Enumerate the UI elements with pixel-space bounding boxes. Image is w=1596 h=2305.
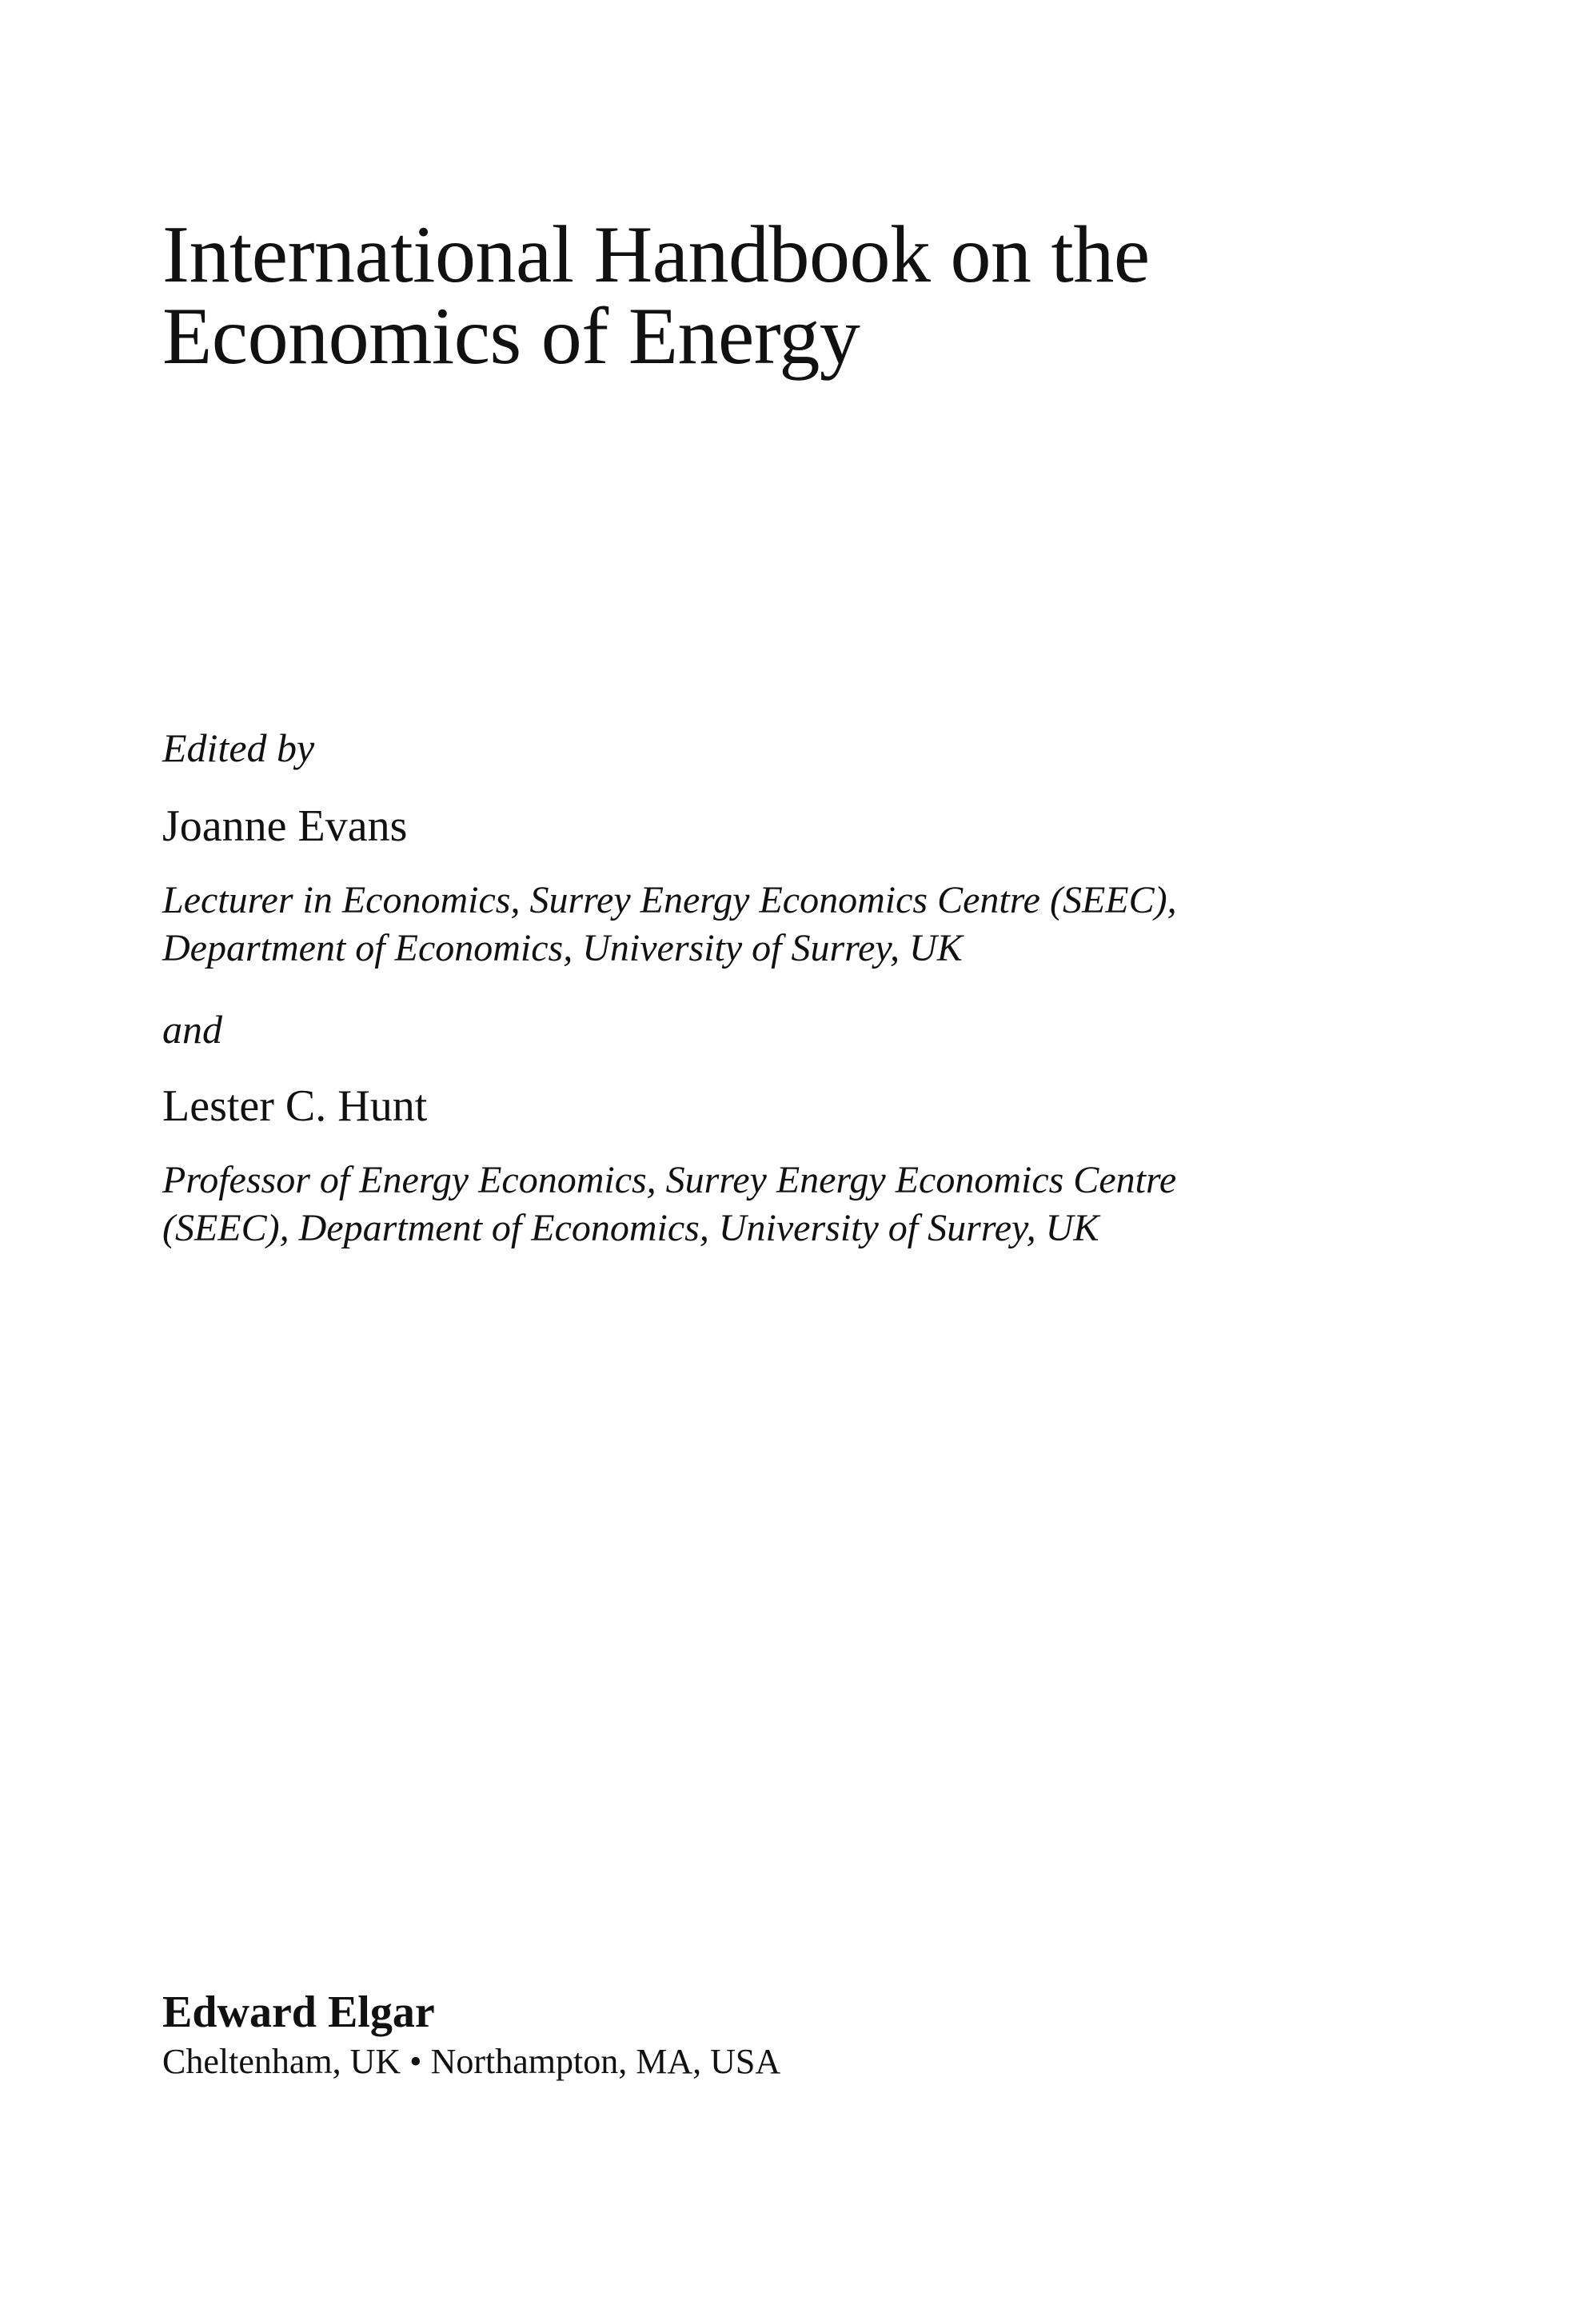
book-title-line-2: Economics of Energy [162, 291, 860, 382]
editor-affiliation: (SEEC), Department of Economics, University of Surrey, UK [162, 1207, 1099, 1249]
editor-affiliation: Professor of Energy Economics, Surrey Energy Economics Centre [162, 1159, 1177, 1201]
editor-name: Lester C. Hunt [162, 1081, 428, 1131]
edited-by-label: Edited by [162, 725, 315, 770]
book-title-line-1: International Handbook on the [162, 210, 1150, 300]
editor-affiliation: Department of Economics, University of Surrey, UK [162, 927, 963, 969]
conjunction-and: and [162, 1007, 222, 1052]
editor-name: Joanne Evans [162, 801, 408, 851]
publisher-name: Edward Elgar [162, 1987, 435, 2037]
editor-affiliation: Lecturer in Economics, Surrey Energy Economics Centre (SEEC), [162, 879, 1177, 921]
publisher-places: Cheltenham, UK • Northampton, MA, USA [162, 2042, 781, 2081]
